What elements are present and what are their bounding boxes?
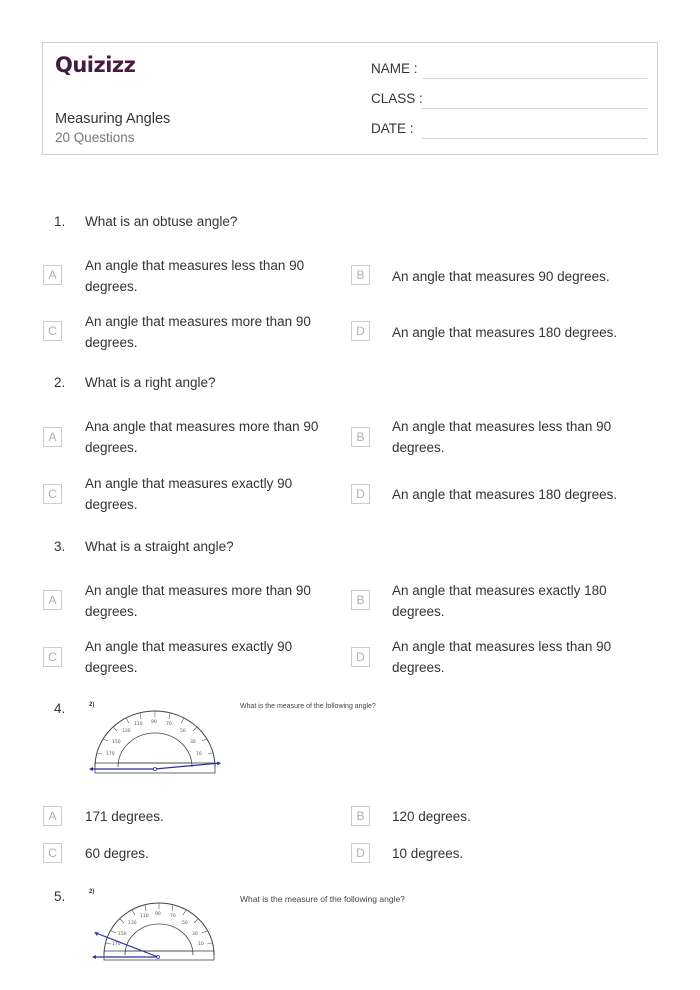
question-number: 5. — [54, 889, 66, 904]
svg-text:150: 150 — [112, 740, 121, 745]
class-line[interactable] — [422, 108, 647, 109]
option-text: An angle that measures less than 90 degrees. — [392, 639, 612, 675]
question-number: 2. — [54, 375, 66, 390]
quizizz-logo: Quizizz — [55, 53, 136, 77]
name-line[interactable] — [422, 78, 647, 79]
svg-text:110: 110 — [134, 722, 143, 727]
option-text: An angle that measures exactly 90 degrees. — [85, 476, 293, 512]
option-text: 10 degrees. — [392, 846, 464, 861]
date-line[interactable] — [422, 138, 647, 139]
question-number: 3. — [54, 539, 66, 554]
svg-text:130: 130 — [128, 921, 137, 926]
quiz-title: Measuring Angles — [55, 111, 171, 127]
question-text: What is the measure of the following angle? — [240, 703, 376, 710]
svg-text:90: 90 — [151, 720, 157, 725]
option-text: An angle that measures 180 degrees. — [392, 325, 618, 340]
svg-text:10: 10 — [198, 942, 204, 947]
question-count: 20 Questions — [55, 130, 135, 145]
option-letter: A — [43, 427, 62, 447]
question-number: 4. — [54, 701, 66, 716]
option-letter: D — [351, 321, 370, 341]
option-letter: D — [351, 484, 370, 504]
svg-text:50: 50 — [180, 729, 186, 734]
option-letter: A — [43, 590, 62, 610]
svg-text:70: 70 — [166, 722, 172, 727]
option-letter: B — [351, 265, 370, 285]
option-text: An angle that measures less than 90 degrees. — [392, 419, 612, 455]
question-text: What is a straight angle? — [85, 539, 234, 554]
svg-text:30: 30 — [192, 932, 198, 937]
option-text: Ana angle that measures more than 90 degrees. — [85, 419, 319, 455]
name-field — [371, 61, 647, 81]
option-text: An angle that measures more than 90 degrees. — [85, 583, 311, 619]
svg-text:110: 110 — [140, 914, 149, 919]
image-label: 2) — [89, 889, 95, 895]
option-text: An angle that measures 180 degrees. — [392, 487, 618, 502]
option-letter: D — [351, 647, 370, 667]
option-letter: B — [351, 806, 370, 826]
name-label: NAME : — [371, 61, 418, 76]
option-letter: B — [351, 427, 370, 447]
class-label: CLASS : — [371, 91, 423, 106]
option-letter: C — [43, 647, 62, 667]
svg-text:170: 170 — [112, 942, 121, 947]
option-text: 171 degrees. — [85, 809, 164, 824]
class-field — [371, 91, 647, 111]
question-text: What is a right angle? — [85, 375, 216, 390]
option-letter: A — [43, 806, 62, 826]
question-text: What is the measure of the following angle? — [240, 894, 405, 904]
question-number: 1. — [54, 214, 66, 229]
worksheet-header — [42, 42, 658, 155]
option-letter: C — [43, 843, 62, 863]
option-text: 60 degres. — [85, 846, 149, 861]
question-text: What is an obtuse angle? — [85, 214, 238, 229]
date-label: DATE : — [371, 121, 414, 136]
option-letter: C — [43, 321, 62, 341]
svg-text:30: 30 — [190, 740, 196, 745]
option-text: 120 degrees. — [392, 809, 471, 824]
option-text: An angle that measures 90 degrees. — [392, 269, 610, 284]
option-text: An angle that measures more than 90 degrees. — [85, 314, 311, 350]
svg-text:70: 70 — [170, 914, 176, 919]
svg-text:50: 50 — [182, 921, 188, 926]
option-text: An angle that measures exactly 90 degrees. — [85, 639, 293, 675]
protractor-image — [88, 705, 223, 775]
svg-text:150: 150 — [118, 932, 127, 937]
date-field — [371, 121, 647, 141]
protractor-image — [88, 893, 223, 963]
option-letter: B — [351, 590, 370, 610]
option-letter: A — [43, 265, 62, 285]
svg-text:10: 10 — [196, 752, 202, 757]
option-text: An angle that measures less than 90 degrees. — [85, 258, 305, 294]
svg-text:90: 90 — [155, 912, 161, 917]
option-letter: C — [43, 484, 62, 504]
image-label: 2) — [89, 702, 95, 708]
option-text: An angle that measures exactly 180 degrees. — [392, 583, 607, 619]
svg-text:130: 130 — [122, 729, 131, 734]
option-letter: D — [351, 843, 370, 863]
svg-text:170: 170 — [106, 752, 115, 757]
